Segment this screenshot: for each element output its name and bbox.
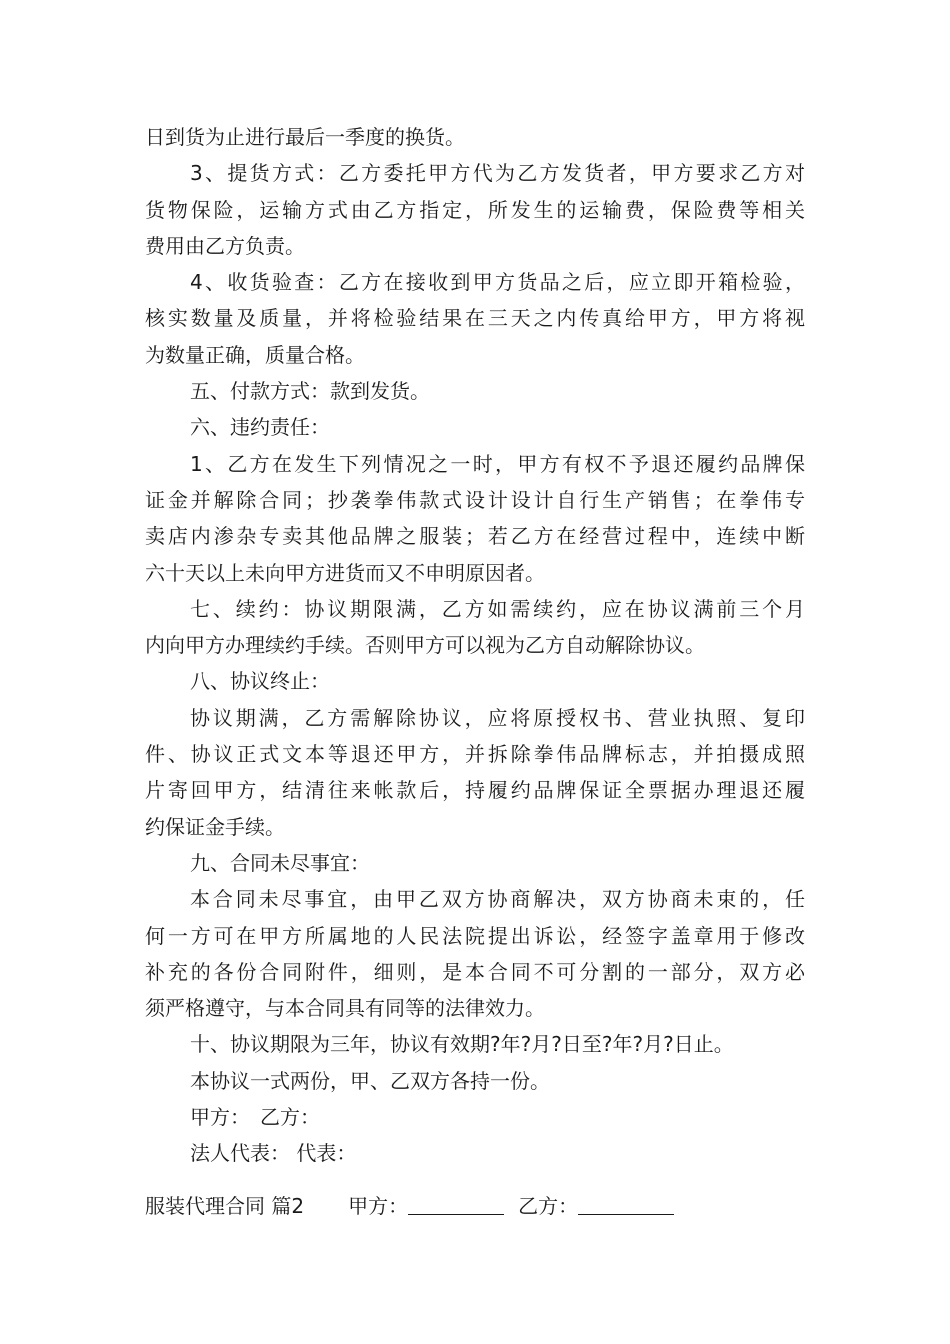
text-line: 五、付款方式：款到发货。 <box>190 379 430 404</box>
text-line: 证金并解除合同；抄袭拳伟款式设计设计自行生产销售；在拳伟专 <box>145 487 805 512</box>
text-line: 4、收货验查：乙方在接收到甲方货品之后，应立即开箱检验， <box>190 270 805 295</box>
contract-heading-row <box>145 1188 674 1224</box>
party-b-label: 乙方： <box>518 1194 579 1218</box>
text-line: 六十天以上未向甲方进货而又不申明原因者。 <box>145 560 545 585</box>
text-line: 十、协议期限为三年，协议有效期?年?月?日至?年?月?日止。 <box>190 1032 734 1057</box>
text-line: 为数量正确，质量合格。 <box>145 342 365 367</box>
party-a-label: 甲方： <box>348 1194 409 1218</box>
text-line: 本合同未尽事宜，由甲乙双方协商解决，双方协商未束的，任 <box>190 887 805 912</box>
contract-body <box>145 119 805 1172</box>
text-line: 六、违约责任： <box>190 415 330 440</box>
text-line: 日到货为止进行最后一季度的换货。 <box>145 125 465 149</box>
text-line: 法人代表： 代表： <box>190 1141 357 1166</box>
text-line: 货物保险，运输方式由乙方指定，所发生的运输费，保险费等相关 <box>145 197 805 222</box>
text-line: 八、协议终止： <box>190 669 330 694</box>
text-line: 内向甲方办理续约手续。否则甲方可以视为乙方自动解除协议。 <box>145 633 705 658</box>
text-line: 九、合同未尽事宜： <box>190 850 370 875</box>
text-line: 补充的各份合同附件，细则，是本合同不可分割的一部分，双方必 <box>145 959 805 984</box>
text-line: 须严格遵守，与本合同具有同等的法律效力。 <box>145 996 545 1021</box>
text-line: 协议期满，乙方需解除协议，应将原授权书、营业执照、复印 <box>190 705 805 730</box>
text-line: 何一方可在甲方所属地的人民法院提出诉讼，经签字盖章用于修改 <box>145 923 805 948</box>
text-line: 卖店内渗杂专卖其他品牌之服装；若乙方在经营过程中，连续中断 <box>145 524 805 549</box>
party-a-blank <box>408 1192 504 1215</box>
text-line: 甲方： 乙方： <box>190 1105 320 1130</box>
text-line: 片寄回甲方，结清往来帐款后，持履约品牌保证全票据办理退还履 <box>145 778 805 803</box>
text-line: 核实数量及质量，并将检验结果在三天之内传真给甲方，甲方将视 <box>145 306 805 331</box>
text-line: 约保证金手续。 <box>145 814 285 839</box>
text-line: 七、续约：协议期限满，乙方如需续约，应在协议满前三个月 <box>190 596 805 621</box>
text-line: 1、乙方在发生下列情况之一时，甲方有权不予退还履约品牌保 <box>190 451 805 476</box>
text-line: 本协议一式两份，甲、乙双方各持一份。 <box>190 1068 550 1093</box>
text-line: 3、提货方式：乙方委托甲方代为乙方发货者，甲方要求乙方对 <box>190 161 805 186</box>
contract-heading: 服装代理合同 篇2 <box>145 1194 305 1218</box>
text-line: 费用由乙方负责。 <box>145 233 305 258</box>
text-line: 件、协议正式文本等退还甲方，并拆除拳伟品牌标志，并拍摄成照 <box>145 742 805 767</box>
party-b-blank <box>578 1192 674 1215</box>
